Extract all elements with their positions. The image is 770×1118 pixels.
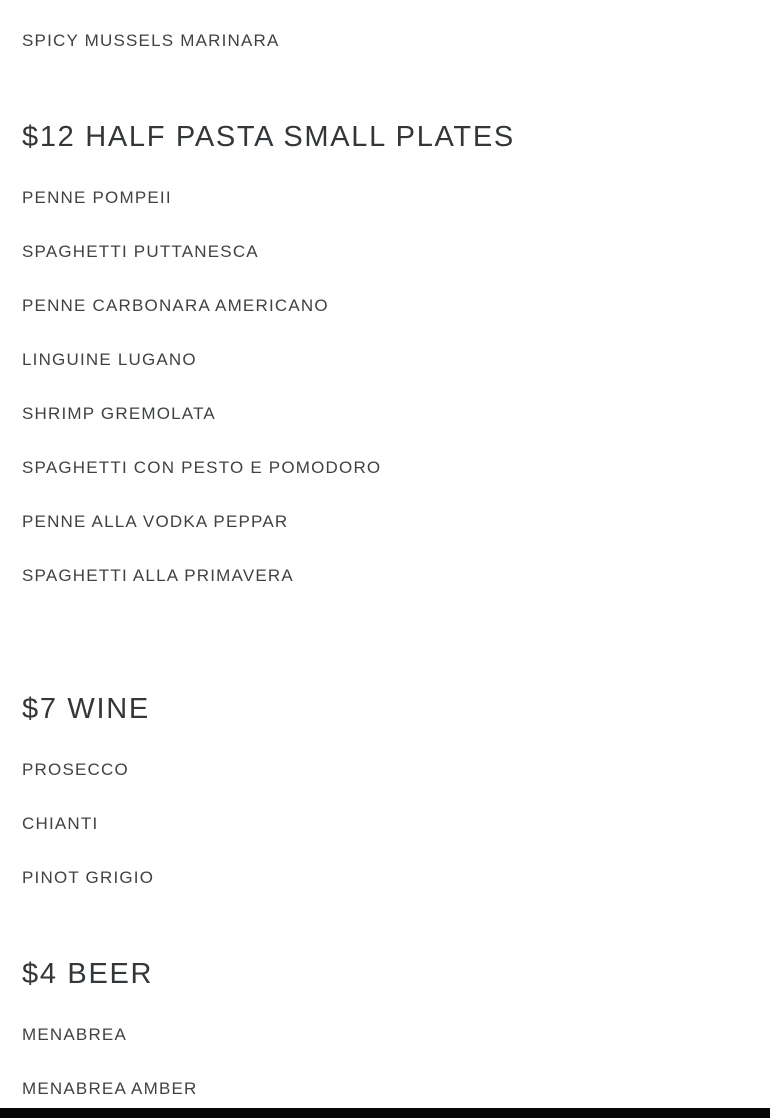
menu-item: PROSECCO	[22, 760, 129, 779]
section-heading: $4 BEER	[22, 958, 154, 990]
menu-item: MENABREA	[22, 1025, 128, 1044]
menu-item: PINOT GRIGIO	[22, 868, 155, 887]
menu-item: SPICY MUSSELS MARINARA	[22, 31, 280, 50]
menu-item: MENABREA AMBER	[22, 1079, 198, 1098]
menu-item: LINGUINE LUGANO	[22, 350, 197, 369]
menu-item: SPAGHETTI CON PESTO E POMODORO	[22, 458, 382, 477]
section-heading: $7 WINE	[22, 693, 150, 725]
menu-item: PENNE POMPEII	[22, 188, 172, 207]
menu-item: PENNE ALLA VODKA PEPPAR	[22, 512, 289, 531]
menu-item: SHRIMP GREMOLATA	[22, 404, 216, 423]
menu-item: SPAGHETTI PUTTANESCA	[22, 242, 259, 261]
menu-item: SPAGHETTI ALLA PRIMAVERA	[22, 566, 294, 585]
menu-item: CHIANTI	[22, 814, 99, 833]
menu-item: PENNE CARBONARA AMERICANO	[22, 296, 329, 315]
bottom-bar	[0, 1108, 770, 1118]
section-heading: $12 HALF PASTA SMALL PLATES	[22, 121, 515, 153]
